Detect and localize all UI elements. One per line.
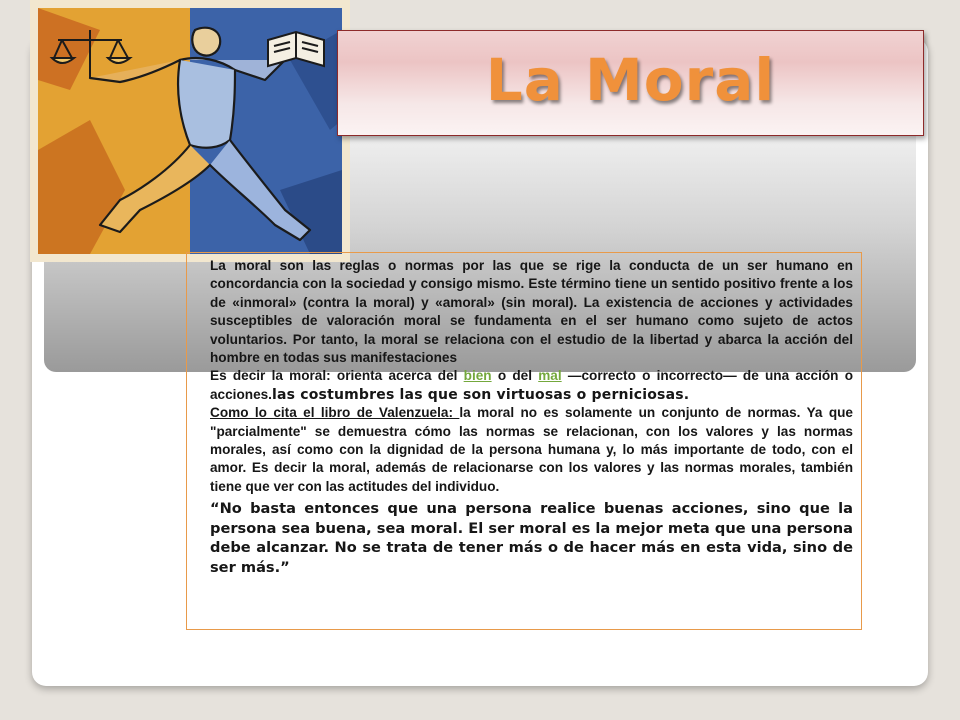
orientation-text-2: o del <box>491 368 539 384</box>
valenzuela-citation: Como lo cita el libro de Valenzuela: <box>210 405 460 421</box>
link-bien[interactable]: bien <box>463 368 492 384</box>
orientation-text-1: Es decir la moral: orienta acerca del <box>210 368 464 384</box>
title-box <box>337 30 924 136</box>
orientation-emphasis: las costumbres las que son virtuosas o perniciosas. <box>271 386 690 403</box>
illustration <box>30 0 350 262</box>
orientation-text-3: —correcto o incorrecto— de una acción o acciones. <box>210 368 853 402</box>
figure-holding-scales-and-book-icon <box>30 0 350 262</box>
link-mal[interactable]: mal <box>538 368 562 384</box>
paragraph-orientation <box>210 367 853 404</box>
slide-title: La Moral <box>485 46 776 114</box>
closing-quote: “No basta entonces que una persona realice buenas acciones, sino que la persona sea buena, sea moral. El ser moral es la mejor meta que una persona debe alcanzar. No se trata de tener más o de hacer más en esta vida, sino de ser más.” <box>210 500 853 576</box>
paragraph-valenzuela <box>210 404 853 496</box>
content-box <box>186 252 862 630</box>
paragraph-definition: La moral son las reglas o normas por las que se rige la conducta de un ser humano en concordancia con la sociedad y consigo mismo. Este término tiene un sentido positivo frente a los de «inmoral» (contra la moral) y «amoral» (sin moral). La existencia de acciones y actividades susceptibles de valoración moral se fundamenta en el ser humano como sujeto de actos voluntarios. Por tanto, la moral se relaciona con el estudio de la libertad y abarca la acción del hombre en todas sus manifestaciones <box>210 258 853 366</box>
valenzuela-text: la moral no es solamente un conjunto de normas. Ya que "parcialmente" se demuestra cómo las normas se relacionan, con los valores y las normas morales, así como con la dignidad de la persona humana y, lo más importante de todo, con el amor. Es decir la moral, además de relacionarse con los valores y las normas morales, también tiene que ver con las actitudes del individuo. <box>210 405 853 494</box>
